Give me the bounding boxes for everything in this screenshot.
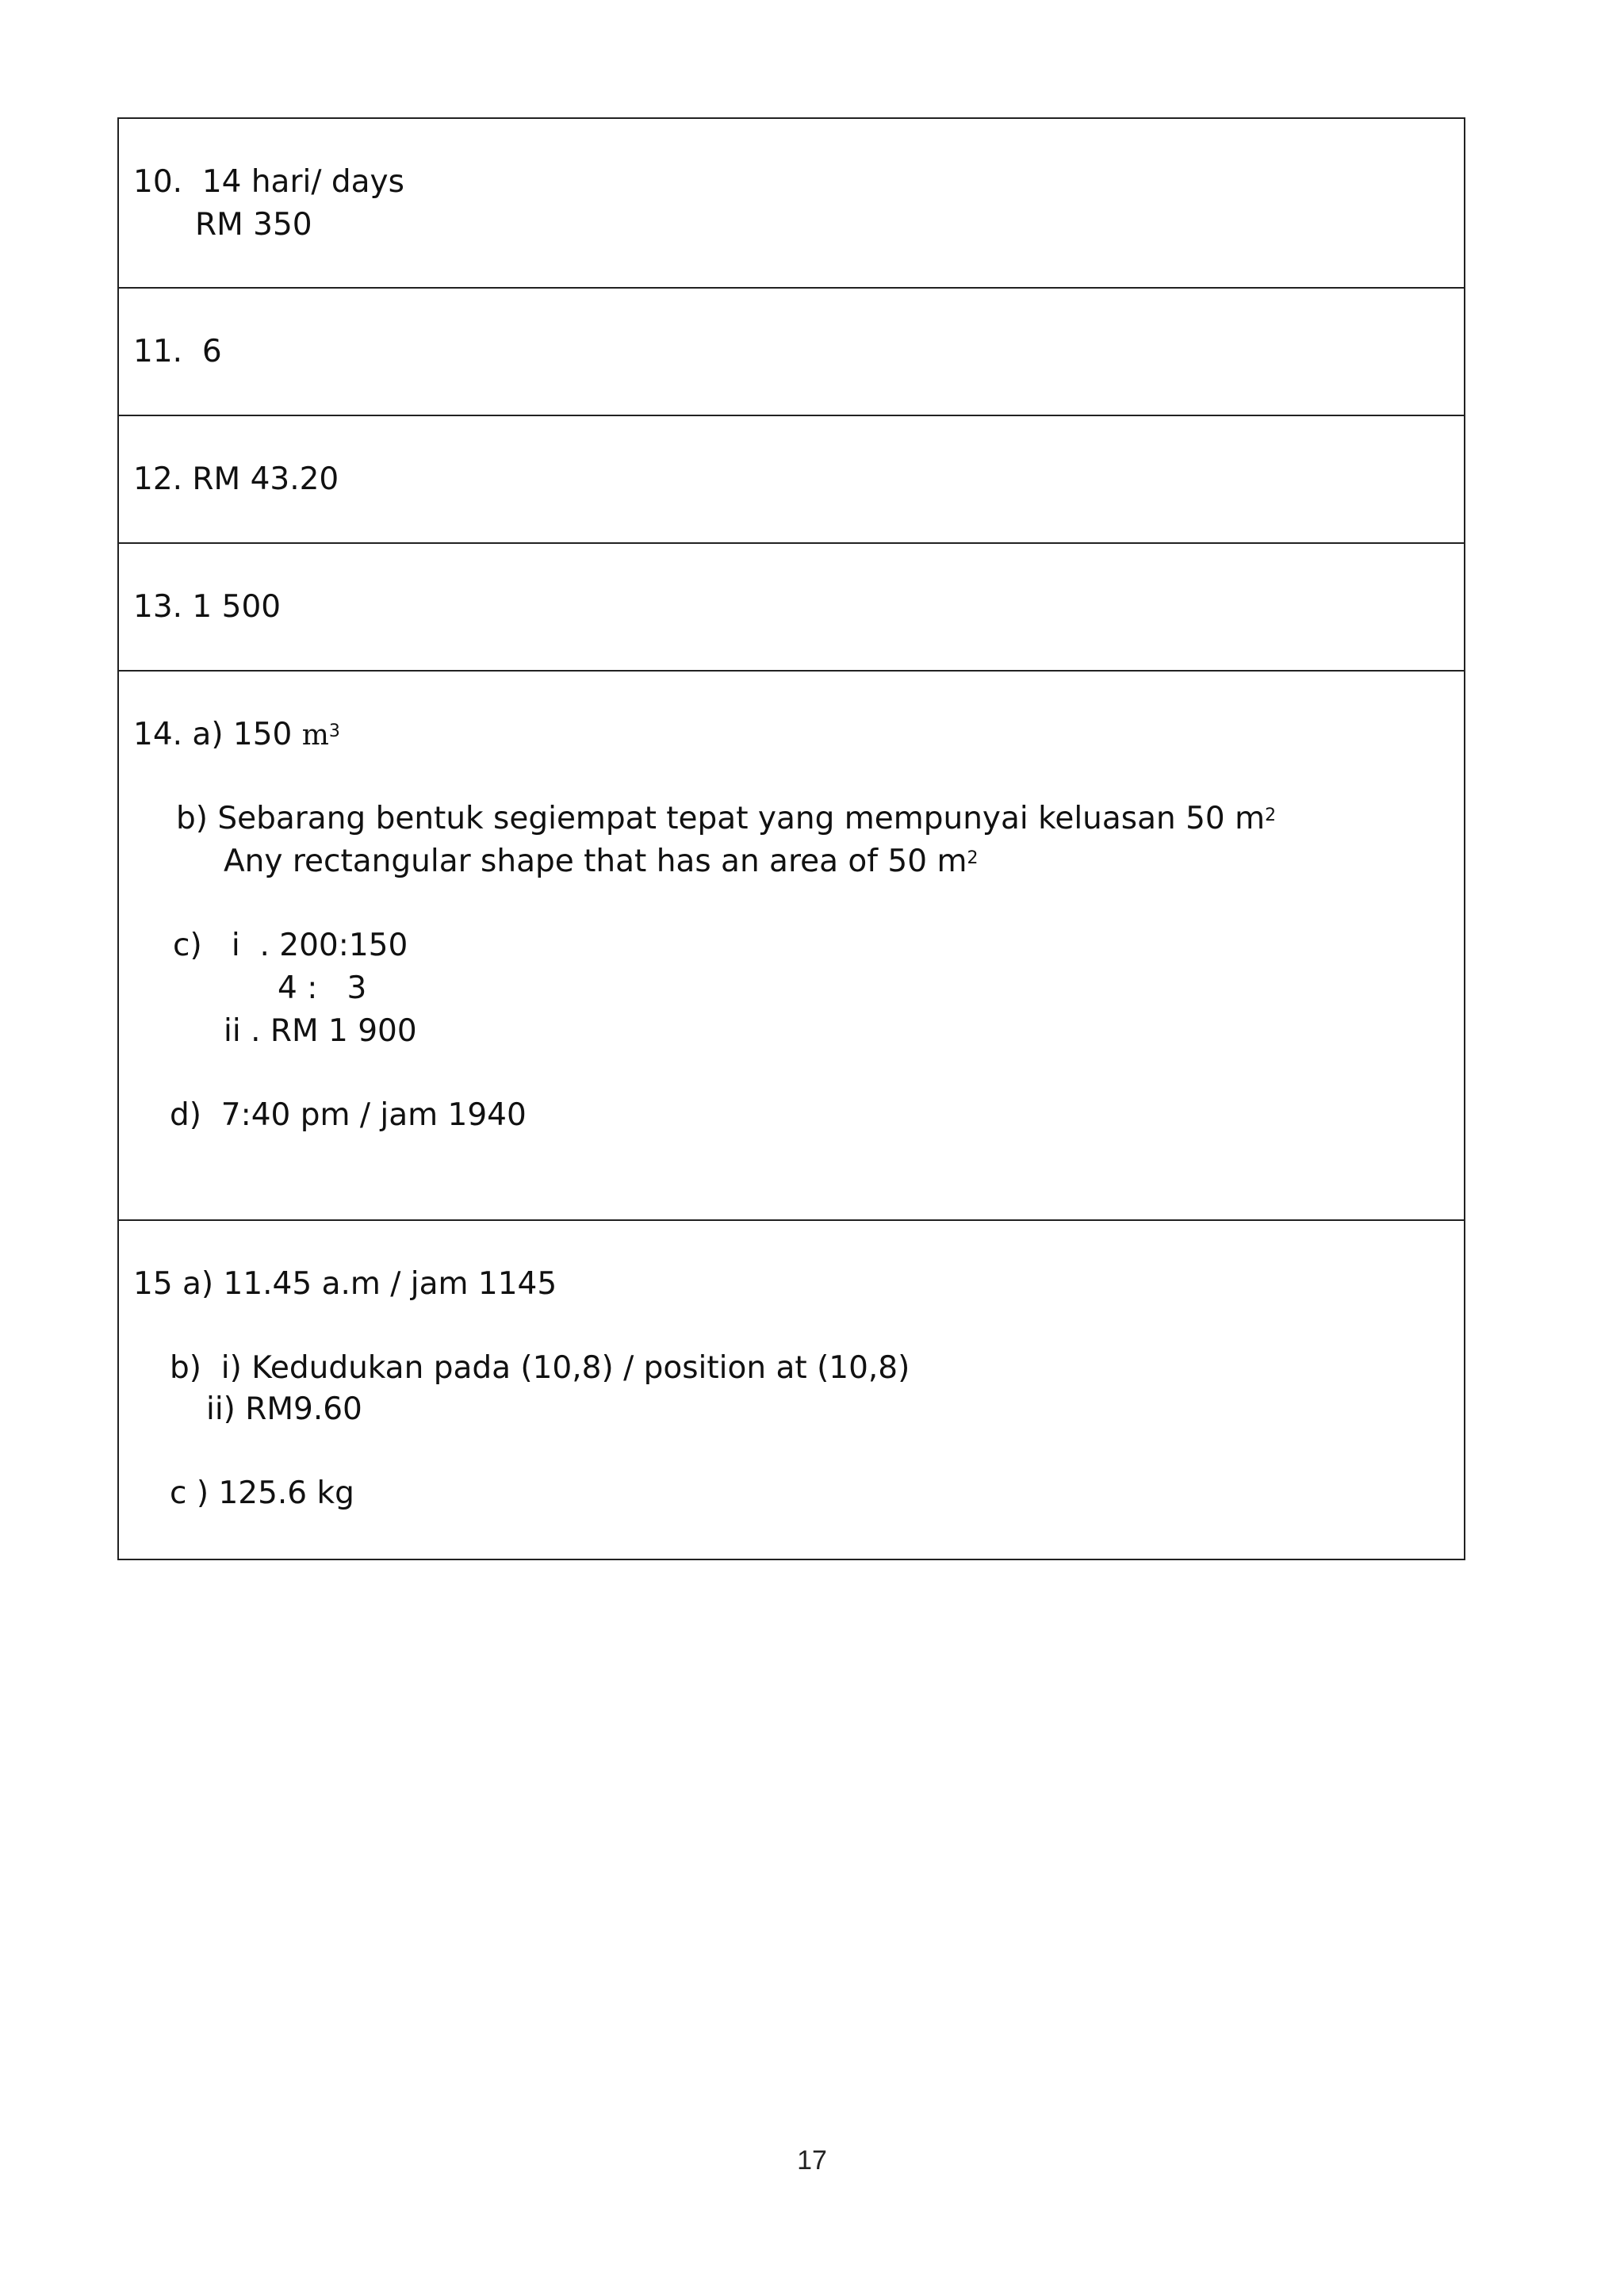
answer-11-line-1: 11. 6 [133,334,222,369]
answer-row-11 [119,289,1464,416]
answer-table [117,117,1465,1560]
answer-14c-line-1: c) i . 200:150 [173,928,408,963]
answer-14a-unit: m [301,719,329,752]
answer-row-14 [119,672,1464,1221]
answer-15a-line: 15 a) 11.45 a.m / jam 1145 [133,1266,557,1302]
answer-14b-english-exponent: 2 [967,848,979,868]
answer-row-15 [119,1221,1464,1559]
answer-row-12 [119,416,1464,544]
answer-14d-line: d) 7:40 pm / jam 1940 [170,1097,527,1133]
answer-15c-line: c ) 125.6 kg [170,1475,354,1511]
answer-14a-line [133,716,340,755]
answer-15b-line-2: ii) RM9.60 [206,1391,362,1427]
answer-14c-line-3: ii . RM 1 900 [224,1013,417,1049]
answer-13-line-1: 13. 1 500 [133,589,282,625]
answer-14c-line-2: 4 : 3 [278,970,367,1006]
answer-12-line-1: 12. RM 43.20 [133,461,339,497]
answer-14b-english-text: Any rectangular shape that has an area of 50 m [224,844,967,879]
answer-14a-text: 14. a) 150 [133,717,302,752]
page-number: 17 [797,2145,827,2175]
answer-14b-malay-text: b) Sebarang bentuk segiempat tepat yang mempunyai keluasan 50 m [176,801,1266,836]
answer-row-13 [119,544,1464,672]
answer-15b-line-1: b) i) Kedudukan pada (10,8) / position at (10,8) [170,1350,910,1386]
answer-14b-line-2 [224,843,978,881]
answer-10-line-2: RM 350 [195,207,312,243]
answer-row-10 [119,119,1464,289]
answer-14b-line-1 [176,800,1276,838]
answer-14a-exponent: 3 [328,721,340,741]
answer-10-line-1: 10. 14 hari/ days [133,164,404,200]
answer-14b-malay-exponent: 2 [1265,806,1277,825]
